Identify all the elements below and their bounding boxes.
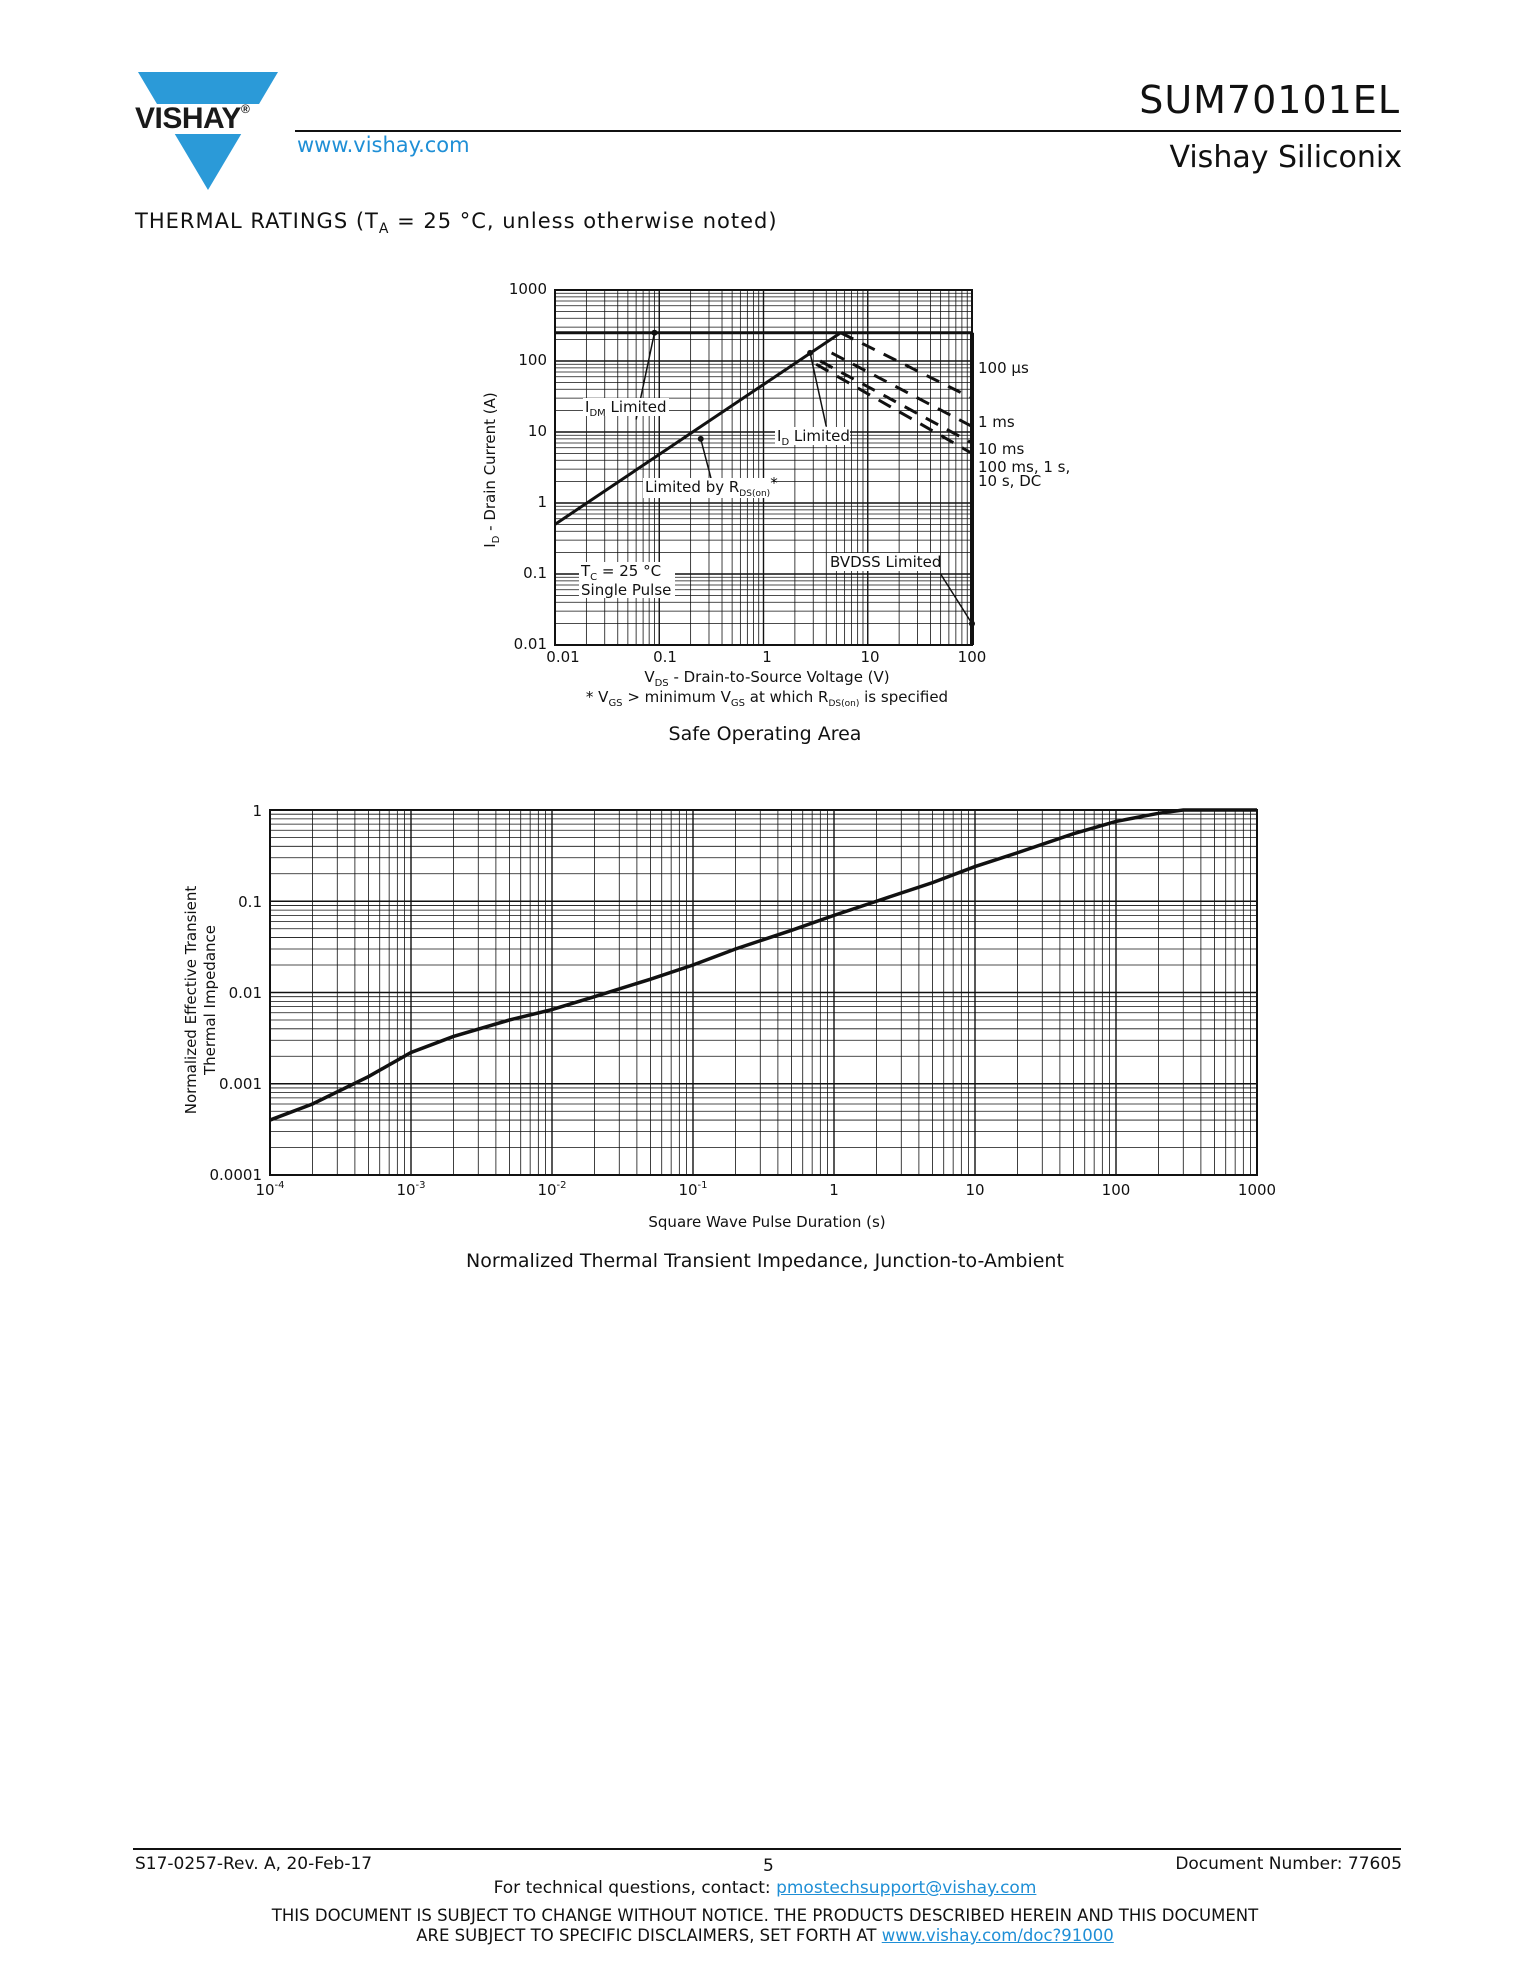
section-title: THERMAL RATINGS ($T_A = 25$ °C, unless otherwise noted): [135, 209, 778, 238]
soa-ytick: 0.01: [513, 635, 547, 653]
zth-ytick: 0.01: [228, 984, 262, 1002]
zth-chart: [170, 795, 1300, 1235]
part-number: SUM70101EL: [1139, 78, 1400, 122]
soa-callout-arrowhead: [651, 330, 657, 336]
soa-caption: Safe Operating Area: [668, 723, 862, 745]
company-name: Vishay Siliconix: [1169, 140, 1402, 175]
soa-xlabel: $V_{DS}$ - Drain-to-Source Voltage (V): [644, 668, 890, 689]
soa-ytick: 1: [537, 493, 547, 511]
soa-idm-label: $I_{DM}$ Limited: [585, 398, 667, 419]
footer-disclaimer-line1: THIS DOCUMENT IS SUBJECT TO CHANGE WITHOUT NOTICE. THE PRODUCTS DESCRIBED HEREIN AND THIS DOCUMENT: [271, 1906, 1259, 1925]
soa-100us-label: 100 µs: [978, 359, 1029, 377]
soa-10s-label: 10 s, DC: [978, 472, 1042, 490]
soa-id-label: $I_D$ Limited: [777, 427, 850, 448]
zth-ytick: 0.1: [238, 893, 262, 911]
vishay-logo: [133, 72, 283, 192]
zth-xtick: 1000: [1237, 1181, 1277, 1199]
footer-page-number: 5: [763, 1856, 774, 1876]
soa-xtick: 0.01: [546, 648, 580, 666]
soa-callout-arrowhead: [807, 350, 813, 356]
soa-callout-arrowhead: [969, 621, 975, 627]
zth-ylabel-line1: Normalized Effective Transient: [182, 885, 200, 1115]
soa-10ms-label: 10 ms: [978, 440, 1025, 458]
zth-xtick: $10^{-3}$: [396, 1180, 426, 1199]
soa-footnote: * $V_{GS}$ > minimum $V_{GS}$ at which $R_{DS(on)}$ is specified: [585, 688, 949, 709]
soa-callout-arrowhead: [698, 436, 704, 442]
soa-xtick: 0.1: [653, 648, 677, 666]
footer-disclaimer-line2: ARE SUBJECT TO SPECIFIC DISCLAIMERS, SET FORTH AT www.vishay.com/doc?91000: [416, 1926, 1114, 1945]
footer-document-number: Document Number: 77605: [1175, 1854, 1402, 1874]
soa-ytick: 0.1: [523, 564, 547, 582]
zth-ytick: 0.001: [219, 1075, 262, 1093]
soa-rds-label: Limited by $R_{DS(on)}*$: [645, 474, 778, 499]
soa-ylabel: $I_D$ - Drain Current (A): [481, 392, 502, 548]
soa-1ms-label: 1 ms: [978, 413, 1015, 431]
website-link[interactable]: www.vishay.com: [297, 133, 470, 157]
zth-xtick: $10^{-4}$: [255, 1180, 285, 1199]
footer-contact: For technical questions, contact: pmostechsupport@vishay.com: [493, 1878, 1037, 1898]
soa-xtick: 10: [860, 648, 880, 666]
brand-registered-mark: ®: [240, 102, 250, 116]
zth-ylabel-line2: Thermal Impedance: [201, 924, 219, 1076]
zth-xtick: 10: [965, 1181, 985, 1199]
soa-xtick: 100: [957, 648, 987, 666]
zth-xlabel: Square Wave Pulse Duration (s): [648, 1213, 886, 1231]
zth-xtick: $10^{-2}$: [537, 1180, 567, 1199]
zth-xtick: $10^{-1}$: [678, 1180, 708, 1199]
zth-xtick: 1: [829, 1181, 839, 1199]
soa-bvdss-label: BVDSS Limited: [830, 553, 942, 571]
footer-doc-revision: S17-0257-Rev. A, 20-Feb-17: [135, 1854, 373, 1874]
brand-name: VISHAY: [135, 102, 241, 135]
soa-ytick: 100: [518, 351, 547, 369]
zth-caption: Normalized Thermal Transient Impedance, Junction-to-Ambient: [466, 1250, 1064, 1272]
zth-ytick: 1: [252, 802, 262, 820]
zth-xtick: 100: [1101, 1181, 1131, 1199]
soa-ytick: 1000: [508, 280, 547, 298]
footer-rule: [133, 1848, 1401, 1850]
soa-100ms-label: 100 ms, 1 s,: [978, 458, 1071, 476]
soa-single-pulse-label: Single Pulse: [581, 581, 672, 599]
soa-xtick: 1: [762, 648, 772, 666]
disclaimer-link[interactable]: www.vishay.com/doc?91000: [881, 1926, 1114, 1945]
soa-chart: [460, 270, 1120, 740]
soa-tc-label: $T_C = 25$ °C: [581, 562, 662, 583]
header-rule: [295, 130, 1401, 132]
support-email-link[interactable]: pmostechsupport@vishay.com: [776, 1878, 1037, 1898]
zth-ytick: 0.0001: [209, 1166, 262, 1184]
soa-ytick: 10: [527, 422, 547, 440]
